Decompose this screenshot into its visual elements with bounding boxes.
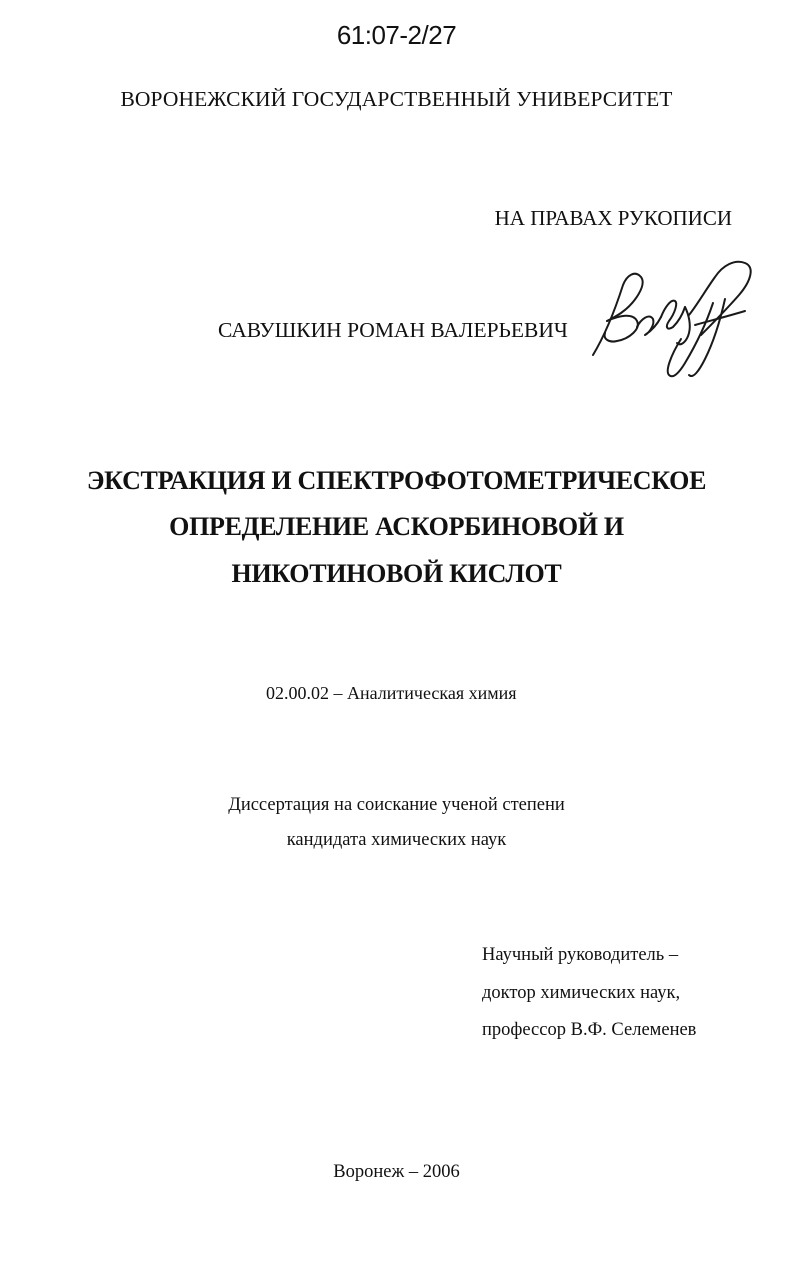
handwritten-signature [585,255,765,385]
author-name: САВУШКИН РОМАН ВАЛЕРЬЕВИЧ [218,318,568,342]
supervisor-line-3: профессор В.Ф. Селеменев [482,1020,697,1040]
dissertation-degree-line-1: Диссертация на соискание ученой степени [228,795,565,815]
supervisor-line-2: доктор химических наук, [482,983,681,1003]
city-year: Воронеж – 2006 [333,1162,460,1182]
supervisor-line-1: Научный руководитель – [482,945,679,965]
thesis-title-line-2: ОПРЕДЕЛЕНИЕ АСКОРБИНОВОЙ И [169,512,624,541]
specialty-code: 02.00.02 – Аналитическая химия [266,683,517,703]
archive-code: 61:07-2/27 [336,20,457,50]
dissertation-degree-line-2: кандидата химических наук [286,830,507,850]
thesis-title-line-1: ЭКСТРАКЦИЯ И СПЕКТРОФОТОМЕТРИЧЕСКОЕ [86,466,707,495]
thesis-title-line-3: НИКОТИНОВОЙ КИСЛОТ [231,559,562,588]
university-name: ВОРОНЕЖСКИЙ ГОСУДАРСТВЕННЫЙ УНИВЕРСИТЕТ [120,87,673,111]
rights-note: НА ПРАВАХ РУКОПИСИ [494,206,732,230]
